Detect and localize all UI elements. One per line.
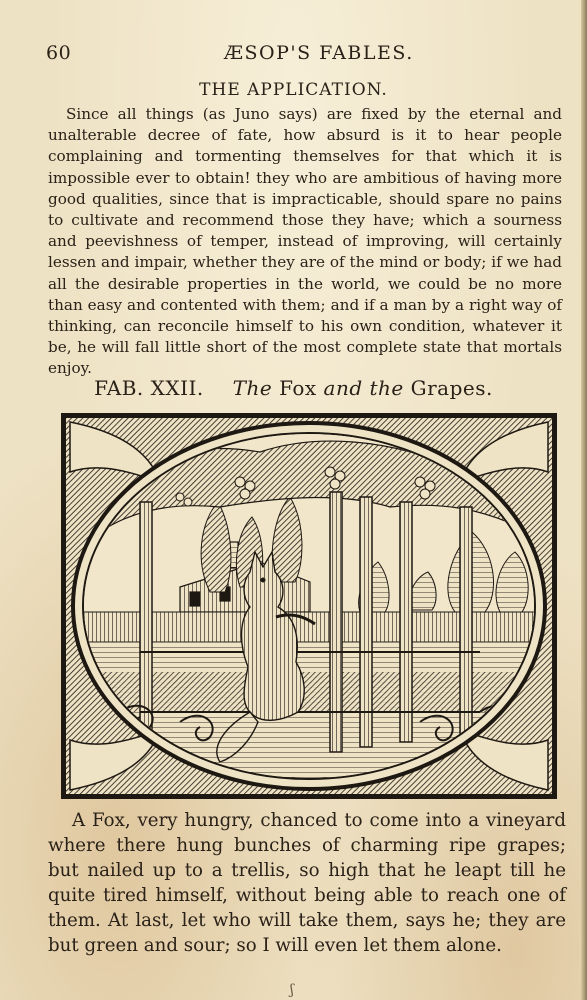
fox-and-grapes-woodcut-icon (60, 412, 558, 800)
page-edge (581, 0, 587, 1000)
fable-title-and-the: and the (323, 376, 404, 400)
page-header (44, 42, 564, 72)
fable-title-grapes: Grapes. (410, 376, 493, 400)
page-mark: ʃ (290, 982, 294, 998)
running-head: ÆSOP'S FABLES. (224, 42, 414, 64)
fable-number: FAB. XXII. (94, 376, 204, 400)
fable-title-the: The (232, 376, 273, 400)
fable-text: A Fox, very hungry, chanced to come into a vineyard where there hung bunches of charming ripe grapes; but nailed up to a trellis, so high that he leapt till he quite tired himself, without being able to reach one of them. At last, let who will take them, says he; they are but green and sour; so I will even let them alone. (48, 810, 566, 956)
application-text: Since all things (as Juno says) are fixed by the eternal and unalterable decree of fate, how absurd is it to hear people complaining and tormenting themselves for that which it is impossible ever to obtain! they who are ambitious of having more good qualities, since that is impracticable, should spare no pains to cultivate and recommend those they have; which a sourness and peevishness of temper, instead of improving, will certainly lessen and impair, whether they are of the mind or body; if we had all the desirable properties in the world, we could be no more than easy and contented with them; and if a man by a right way of thinking, can reconcile himself to his own condition, whatever it be, he will fall little short of the most complete state that mortals enjoy. (48, 105, 562, 378)
fable-title (0, 376, 587, 400)
fable-title-fox: Fox (279, 376, 317, 400)
application-heading: THE APPLICATION. (199, 80, 388, 100)
page-number: 60 (46, 42, 72, 64)
